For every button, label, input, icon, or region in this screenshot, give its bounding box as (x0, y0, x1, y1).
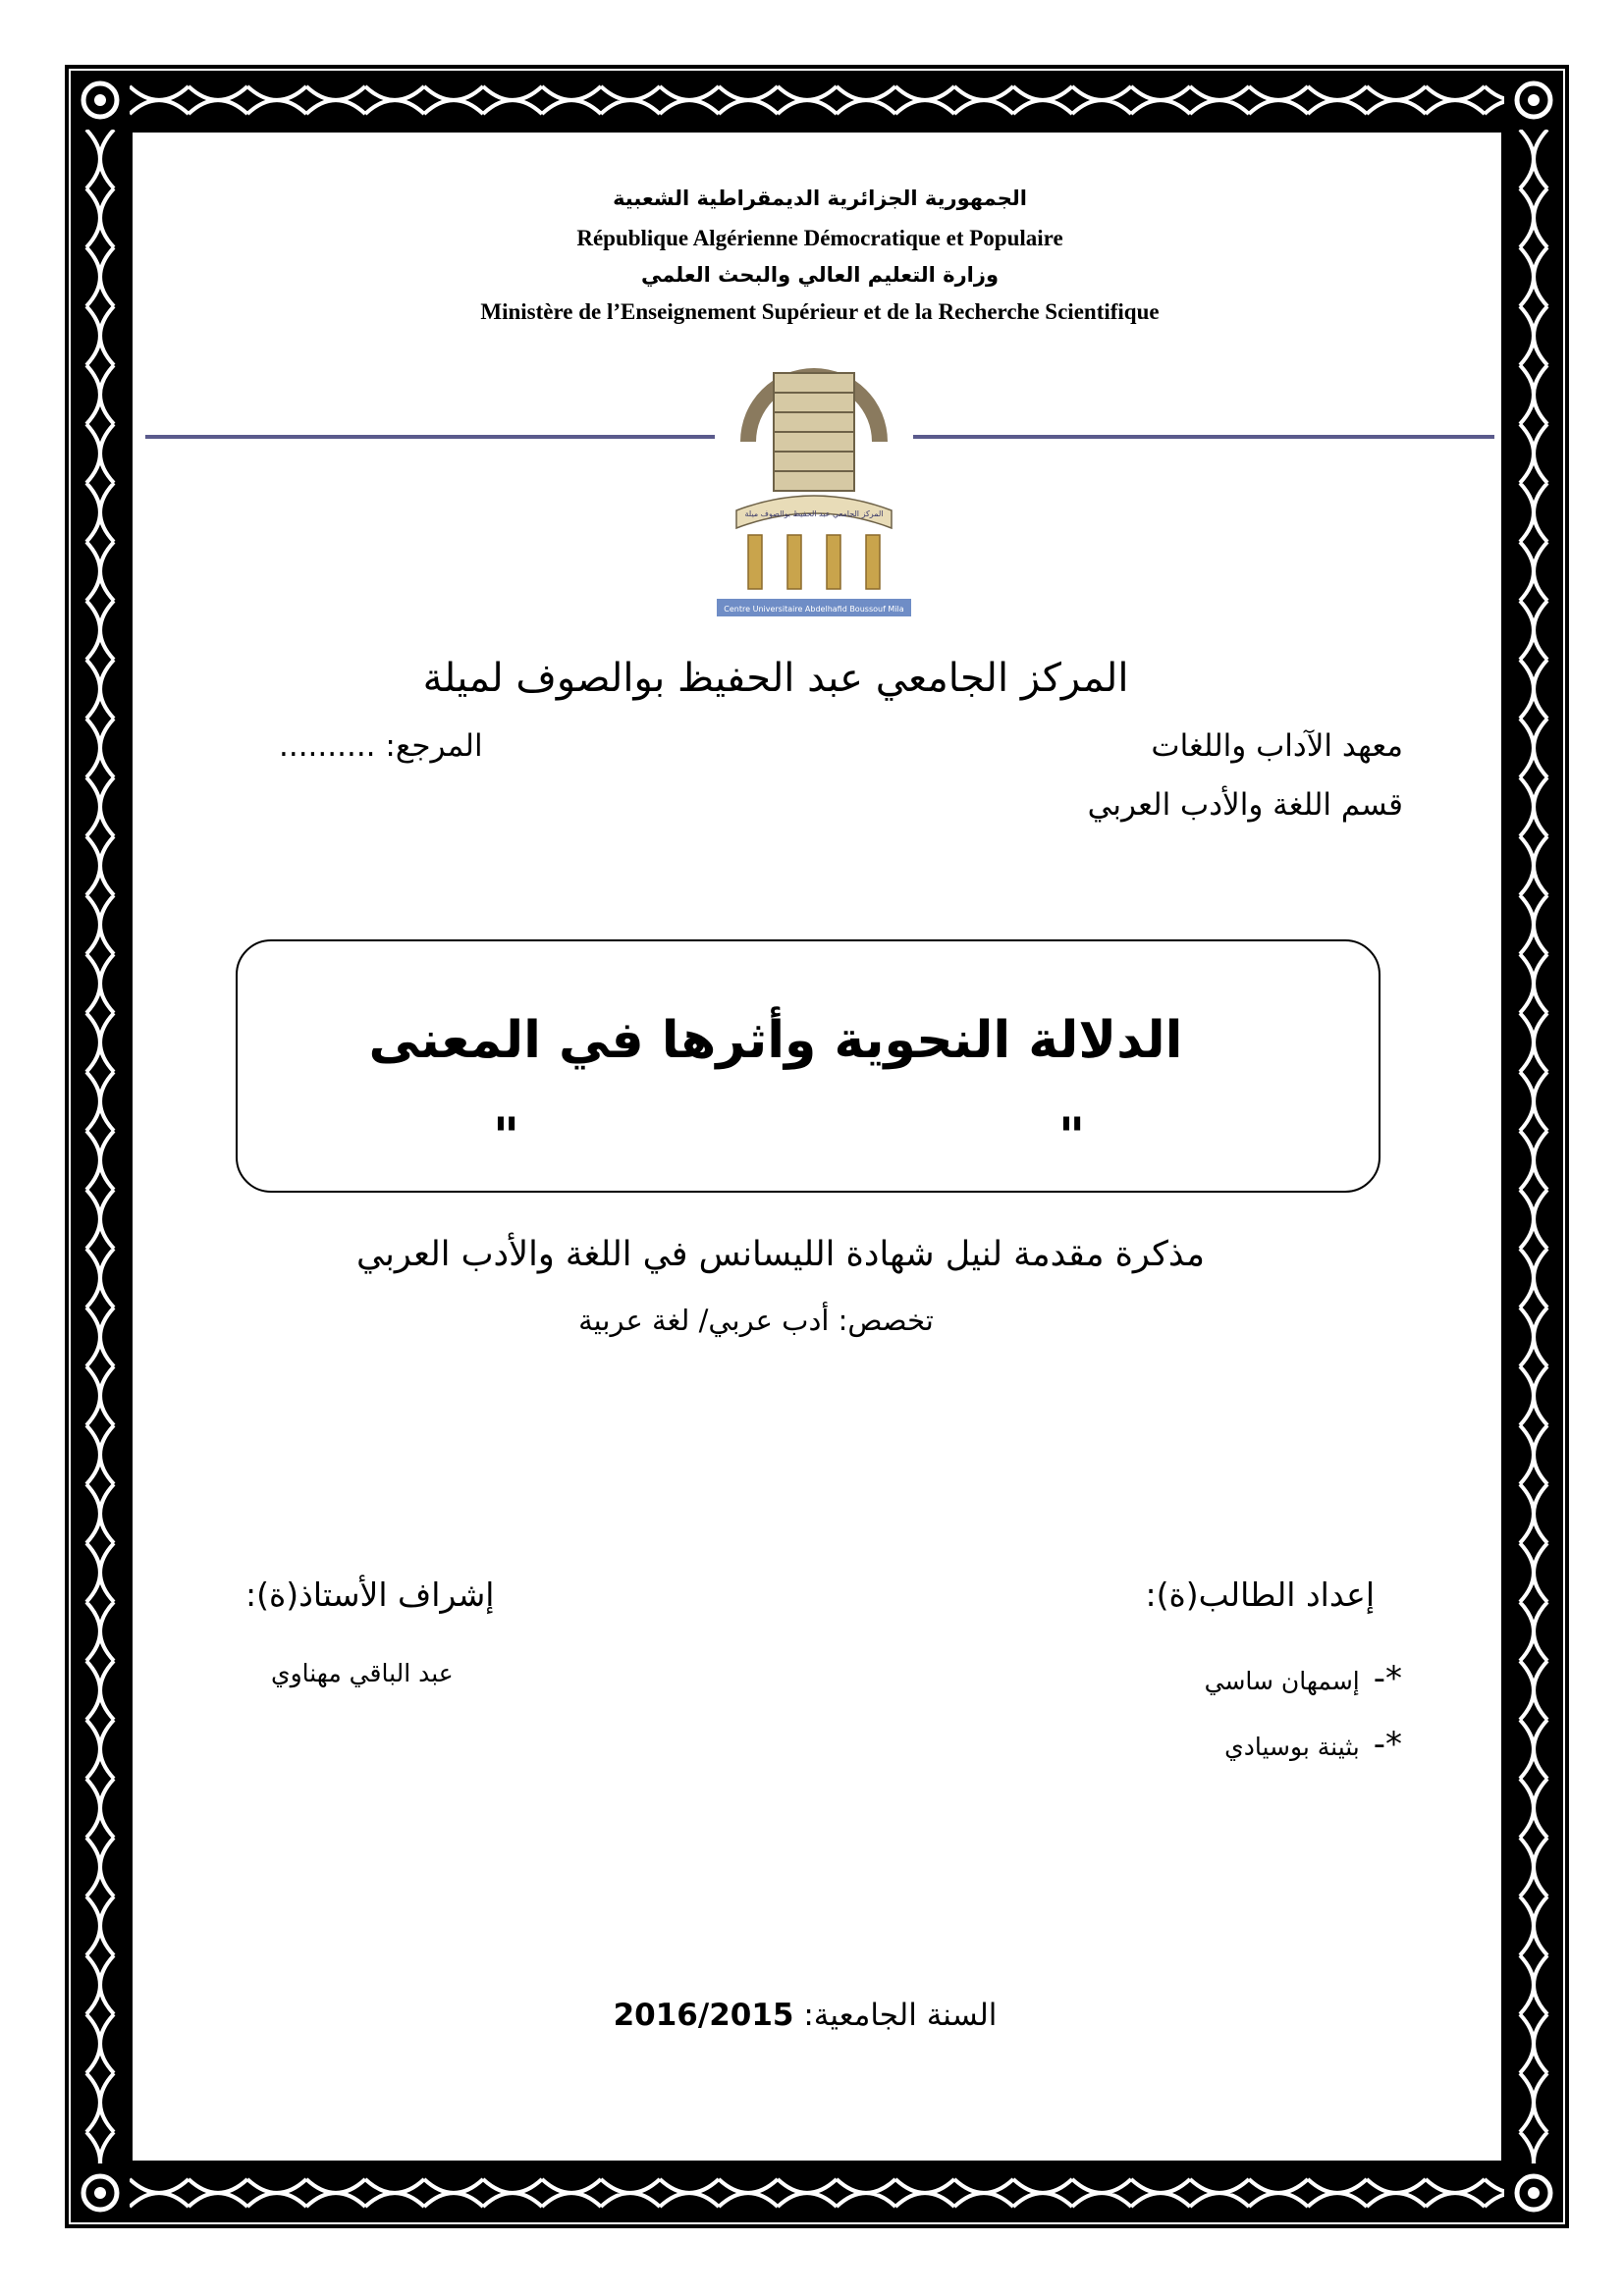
department-name: قسم اللغة والأدب العربي (1087, 787, 1403, 823)
quote-mark: " (493, 1107, 520, 1166)
student-name-text: إسمهان ساسي (1204, 1667, 1360, 1695)
center-name: المركز الجامعي عبد الحفيظ بوالصوف لميلة (422, 656, 1129, 701)
academic-year-label: السنة الجامعية: (803, 1998, 998, 2033)
bullet-marker: *- (1373, 1659, 1402, 1698)
quote-mark: " (1058, 1107, 1086, 1166)
border-pattern-left-path (86, 71, 114, 2222)
border-pattern-right-path (1520, 71, 1547, 2222)
prepared-by-label: إعداد الطالب(ة): (1145, 1575, 1375, 1614)
border-pattern-right (1504, 71, 1563, 2222)
specialty: تخصص: أدب عربي/ لغة عربية (578, 1304, 934, 1337)
corner-ornament-icon (1504, 2163, 1563, 2222)
student-name (1224, 1725, 1402, 1764)
corner-ornament-icon (71, 2163, 130, 2222)
reference-label: المرجع: .......... (279, 728, 483, 764)
academic-year-value: 2016/2015 (613, 1998, 794, 2033)
republic-name-fr: République Algérienne Démocratique et Populaire (576, 226, 1063, 250)
corner-ornament-icon (71, 71, 130, 130)
border-pattern-left (71, 71, 130, 2222)
border-pattern-top-path (71, 86, 1563, 114)
academic-year (461, 1998, 1149, 2033)
corner-ornament-icon (1504, 71, 1563, 130)
student-name-text: بثينة بوسيادي (1224, 1733, 1360, 1761)
institute-name: معهد الآداب واللغات (1151, 728, 1403, 764)
border-pattern-top (71, 71, 1563, 130)
university-logo-icon (715, 334, 913, 618)
logo-ring-text: المركز الجامعي عبد الحفيظ بوالصوف ميلة (744, 509, 884, 518)
memo-description: مذكرة مقدمة لنيل شهادة الليسانس في اللغة والأدب العربي (355, 1235, 1206, 1274)
ministry-name-ar: وزارة التعليم العالي والبحث العلمي (640, 263, 1000, 287)
border-pattern-bottom (71, 2163, 1563, 2222)
thesis-title: الدلالة النحوية وأثرها في المعنى (368, 1011, 1183, 1070)
ministry-name-fr: Ministère de l’Enseignement Supérieur et de la Recherche Scientifique (480, 299, 1160, 324)
bullet-marker: *- (1373, 1725, 1402, 1764)
border-pattern-bottom-path (71, 2179, 1563, 2207)
logo-caption: Centre Universitaire Abdelhafid Boussouf Mila (724, 605, 904, 614)
header-rule-left (145, 435, 715, 439)
header-rule-right (913, 435, 1494, 439)
supervisor-label: إشراف الأستاذ(ة): (245, 1575, 495, 1614)
republic-name-ar: الجمهورية الجزائرية الديمقراطية الشعبية (613, 187, 1027, 210)
student-name (1205, 1659, 1402, 1698)
supervisor-name: عبد الباقي مهناوي (271, 1659, 454, 1687)
